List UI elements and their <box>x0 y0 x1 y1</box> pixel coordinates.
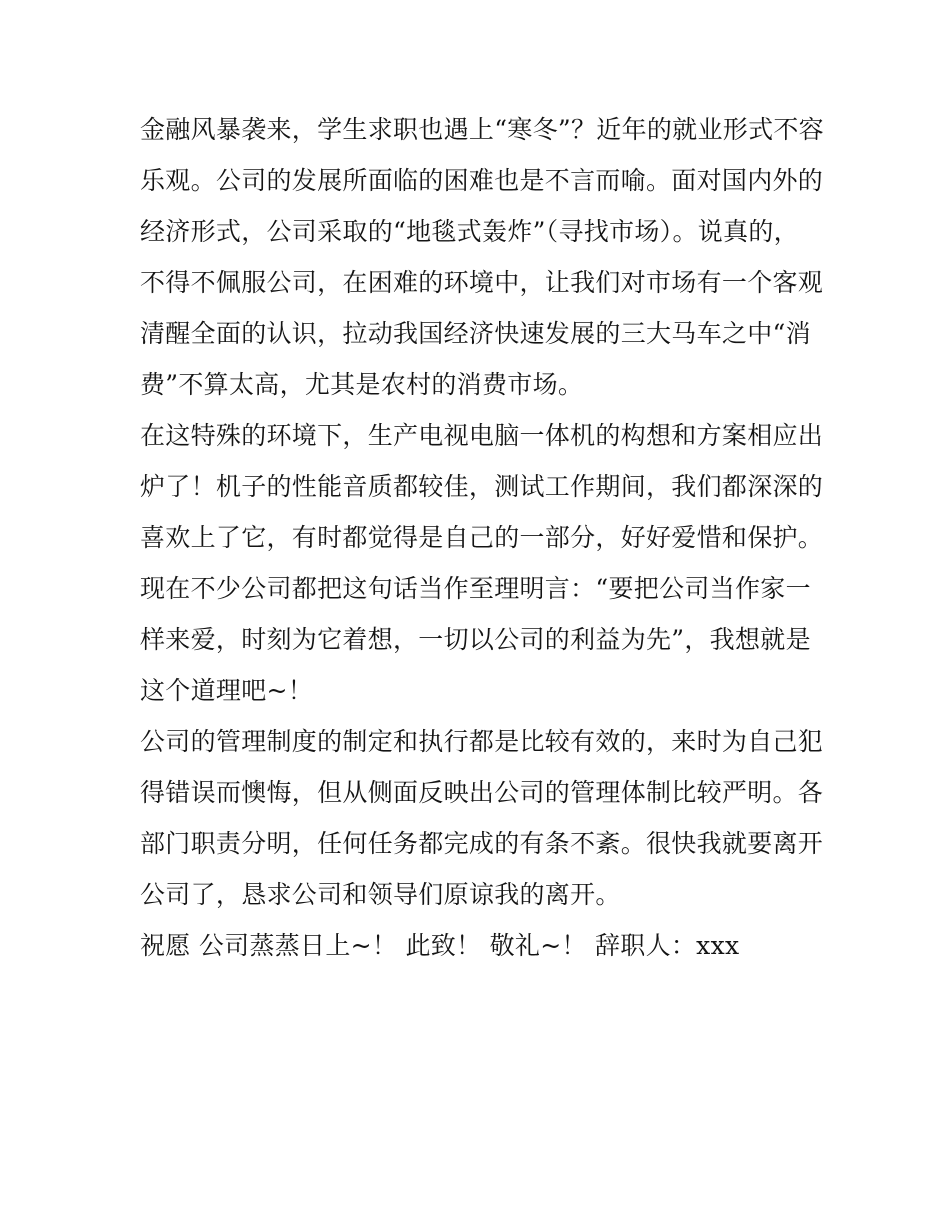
text-line: 公司的管理制度的制定和执行都是比较有效的，来时为自己犯 <box>140 727 824 756</box>
text-line: 炉了！机子的性能音质都较佳，测试工作期间，我们都深深的 <box>140 472 824 501</box>
text-line: 样来爱，时刻为它着想，一切以公司的利益为先”，我想就是 <box>140 625 811 654</box>
text-line: 清醒全面的认识，拉动我国经济快速发展的三大马车之中“消 <box>140 319 811 348</box>
text-line: 这个道理吧~！ <box>140 676 314 705</box>
text-line: 费”不算太高，尤其是农村的消费市场。 <box>140 370 584 399</box>
paragraph-closing <box>140 920 816 971</box>
text-line: 不得不佩服公司，在困难的环境中，让我们对市场有一个客观 <box>140 268 824 297</box>
text-line: 部门职责分明，任何任务都完成的有条不紊。很快我就要离开 <box>140 829 824 858</box>
paragraph-management <box>140 716 824 920</box>
text-line: 在这特殊的环境下，生产电视电脑一体机的构想和方案相应出 <box>140 421 824 450</box>
text-line: 公司了，恳求公司和领导们原谅我的离开。 <box>140 880 621 909</box>
text-line: 金融风暴袭来，学生求职也遇上“寒冬”？近年的就业形式不容 <box>140 115 824 144</box>
closing-line: 祝愿 公司蒸蒸日上~！ 此致！ 敬礼~！ 辞职人：xxx <box>140 931 740 960</box>
document-body <box>140 104 824 971</box>
paragraph-product <box>140 410 824 716</box>
text-line: 得错误而懊悔，但从侧面反映出公司的管理体制比较严明。各 <box>140 778 824 807</box>
text-line: 现在不少公司都把这句话当作至理明言：“要把公司当作家一 <box>140 574 811 603</box>
text-line: 经济形式，公司采取的“地毯式轰炸”（寻找市场）。说真的， <box>140 217 799 246</box>
paragraph-financial-crisis <box>140 104 824 410</box>
text-line: 乐观。公司的发展所面临的困难也是不言而喻。面对国内外的 <box>140 166 824 195</box>
text-line: 喜欢上了它，有时都觉得是自己的一部分，好好爱惜和保护。 <box>140 523 824 552</box>
